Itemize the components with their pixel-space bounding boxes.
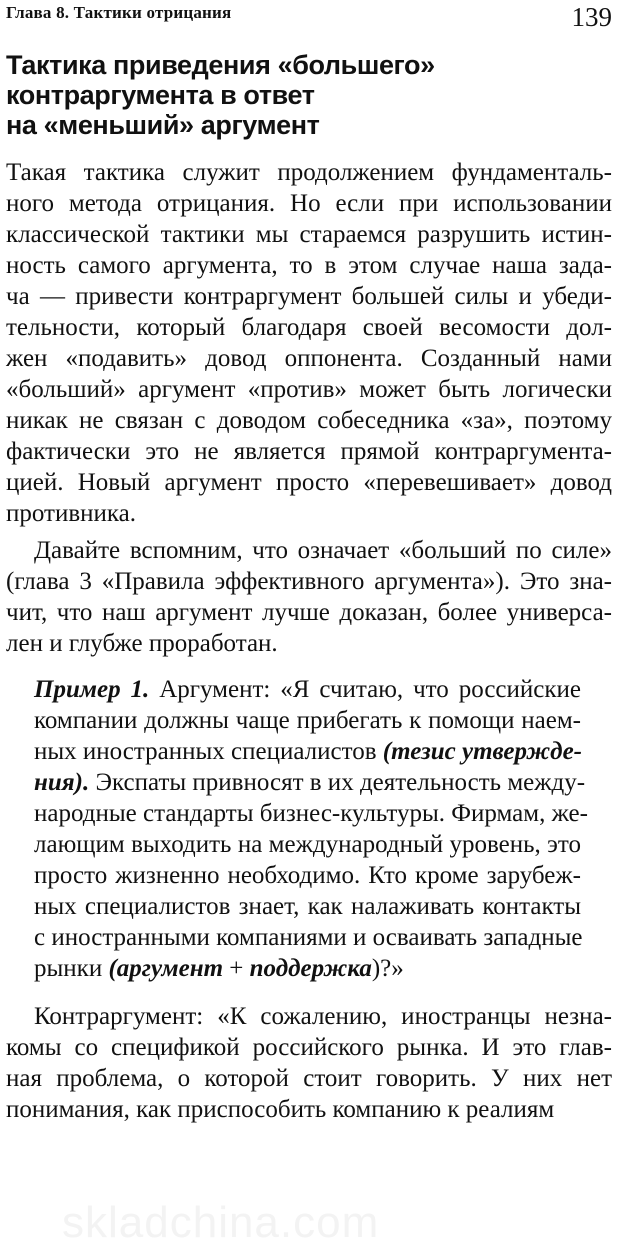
- text-line: ного метода отрицания. Но если при использовании: [6, 190, 612, 217]
- text-line: цией. Новый аргумент просто «перевешивает» довод: [6, 469, 612, 496]
- text-line: [34, 768, 586, 798]
- text-line: понимания, как приспособить компанию к реалиям: [6, 1096, 555, 1123]
- text-line: просто жизненно необходимо. Кто кроме зарубеж-: [34, 862, 581, 889]
- text-line: чит, что наш аргумент лучше доказан, более универса-: [6, 599, 612, 626]
- text-span: рынки: [34, 955, 109, 982]
- watermark: skladchina.com: [62, 1198, 380, 1247]
- emphasis: поддержка: [249, 955, 372, 982]
- emphasis: (тезис утвержде-: [382, 738, 582, 765]
- text-line: [34, 737, 581, 767]
- text-line: фактически это не является прямой контраргумента-: [6, 438, 612, 465]
- text-line: лен и глубже проработан.: [6, 630, 278, 657]
- text-line: ность самого аргумента, то в этом случае наша зада-: [6, 252, 612, 279]
- emphasis: ния).: [34, 769, 90, 796]
- text-line: [34, 675, 581, 705]
- text-line: классической тактики мы стараемся разрушить истин-: [6, 221, 612, 248]
- text-line: ная проблема, о которой стоит говорить. У них нет: [6, 1065, 612, 1092]
- text-line: народные стандарты бизнес-культуры. Фирмам, же-: [34, 800, 588, 827]
- running-head: Глава 8. Тактики отрицания: [6, 3, 232, 22]
- text-line: противника.: [6, 500, 137, 527]
- text-line: «больший» аргумент «против» может быть логически: [6, 376, 612, 403]
- text-line: Давайте вспомним, что означает «больший по силе»: [34, 537, 612, 564]
- text-line: ных специалистов знает, как налаживать контакты: [34, 893, 581, 920]
- text-line: комы со спецификой российского рынка. И это глав-: [6, 1034, 612, 1061]
- example-label: Пример 1.: [34, 676, 150, 703]
- page-number: 139: [571, 2, 612, 32]
- text-span: Экспаты привносят в их деятельность между-: [89, 769, 586, 796]
- text-line: Такая тактика служит продолжением фундаменталь-: [6, 159, 612, 186]
- text-line: с иностранными компаниями и осваивать западные: [34, 924, 583, 951]
- text-span: Аргумент: «Я считаю, что российские: [149, 676, 581, 703]
- section-title-line: Тактика приведения «большего»: [6, 50, 435, 80]
- text-line: ча — привести контраргумент большей силы и убеди-: [6, 283, 612, 310]
- section-title-line: контраргумента в ответ: [6, 80, 315, 110]
- text-line: никак не связан с доводом собеседника «за», поэтому: [6, 407, 612, 434]
- text-line: компании должны чаще прибегать к помощи наем-: [34, 707, 581, 734]
- text-line: тельности, который благодаря своей весомости дол-: [6, 314, 612, 341]
- text-line: Контраргумент: «К сожалению, иностранцы незна-: [34, 1003, 612, 1030]
- text-line: [34, 954, 404, 984]
- text-line: (глава 3 «Правила эффективного аргумента»). Это зна-: [6, 568, 612, 595]
- text-span: )?»: [371, 955, 404, 982]
- text-span: +: [223, 955, 250, 982]
- text-line: лающим выходить на международный уровень, это: [34, 831, 581, 858]
- section-title: [6, 50, 435, 140]
- section-title-line: на «меньший» аргумент: [6, 110, 320, 140]
- text-line: жен «подавить» довод оппонента. Созданный нами: [6, 345, 612, 372]
- emphasis: (аргумент: [108, 955, 224, 982]
- text-span: ных иностранных специалистов: [34, 738, 383, 765]
